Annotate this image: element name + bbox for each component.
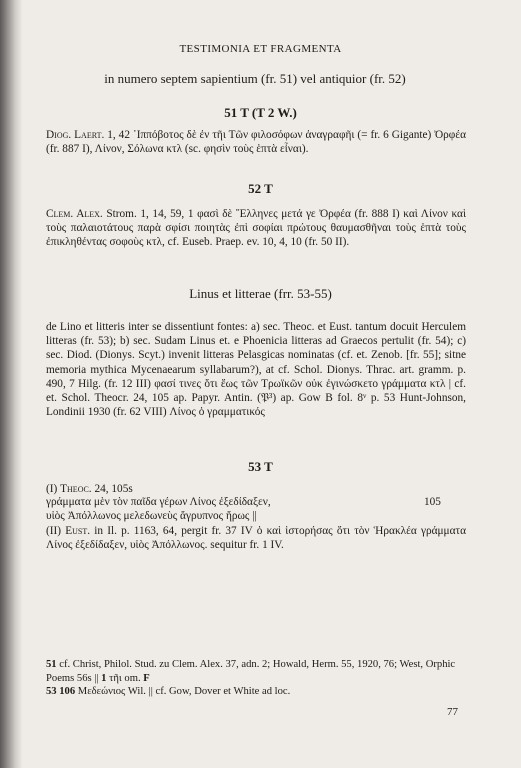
verse-number: 105 xyxy=(424,496,441,508)
source-1-ref: 24, 105s xyxy=(91,483,133,495)
author-eust: Eust. xyxy=(65,525,91,537)
source-1-prefix: (I) xyxy=(46,483,61,495)
fragment-53-source-1 xyxy=(46,482,466,496)
section-heading-53: 53 T xyxy=(248,459,273,474)
fragment-51-text xyxy=(46,128,466,156)
running-header: TESTIMONIA ET FRAGMENTA xyxy=(179,43,342,55)
apparatus-note-53 xyxy=(46,685,466,699)
section-heading-52: 52 T xyxy=(248,181,273,196)
source-2-body: in Il. p. 1163, 64, pergit fr. 37 IV ὁ καὶ ἱστορήσας ὅτι τὸν Ἡρακλέα γράμματα Λίνος ἐξεδίδαξεν, υἱὸς Ἀπόλλωνος. sequitur fr. 1 IV. xyxy=(46,525,466,552)
intro-line: in numero septem sapientium (fr. 51) vel antiquior (fr. 52) xyxy=(104,71,406,86)
note-51-tail: τῆι om. xyxy=(106,672,144,684)
linus-commentary: de Lino et litteris inter se dissentiunt fontes: a) sec. Theoc. et Eust. tantum docuit Herculem litteras (fr. 53); b) sec. Sudam Linus et. e Phoenicia litteras ad Graecos pertulit (fr. 54); c) sec. Diod. (Dionys. Scyt.) invenit litteras Pelasgicas nominatas (cf. et. Zenob. [fr. 55]; sitne memoria mythica Mycenaearum syllabarum?), at cf. Schol. Dionys. Thrac. art. gramm. p. 490, 7 Hilg. (fr. 12 III) φασί τινες ὅτι ἕως τῶν Τρωϊκῶν οὐκ ἐγινώσκετο γράμματα κτλ | cf. et. Schol. Theocr. 24, 105 ap. Papyr. Antin. (𝔓³) ap. Gow B fol. 8ᵛ p. 53 Hunt-Johnson, Londinii 1930 (fr. 62 VIII) Λίνος ὁ γραμματικός xyxy=(46,321,466,419)
note-53-number: 53 106 xyxy=(46,686,76,697)
author-diog-laert: Diog. Laert. xyxy=(46,129,105,141)
source-2-prefix: (II) xyxy=(46,525,66,537)
author-theoc: Theoc. xyxy=(60,483,92,495)
page-number: 77 xyxy=(447,706,458,718)
fragment-51-body: 1, 42 ῾Ιππόβοτος δὲ ἐν τῆι Τῶν φιλοσόφων ἀναγραφῆι (= fr. 6 Gigante) Ὀρφέα (fr. 887 I), Λίνον, Σόλωνα κτλ (sc. φησὶν τοὺς ἑπτὰ εἶναι). xyxy=(46,129,466,156)
apparatus-notes xyxy=(46,658,466,699)
note-53-text: Μεδεώνιος Wil. || cf. Gow, Dover et White ad loc. xyxy=(75,686,291,697)
verse-line-105: γράμματα μὲν τὸν παῖδα γέρων Λίνος ἐξεδίδαξεν, xyxy=(46,496,271,508)
note-51-siglum: F xyxy=(143,672,150,684)
fragment-53-source-2 xyxy=(46,524,466,552)
note-51-line-ref: 1 xyxy=(101,672,107,684)
fragment-52-text xyxy=(46,207,466,250)
author-clem-alex: Clem. Alex. xyxy=(46,208,103,220)
fragment-52-body: Strom. 1, 14, 59, 1 φασὶ δὲ ῞Ελληνες μετά γε Ὀρφέα (fr. 888 I) καὶ Λίνον καὶ τοὺς παλαιοτάτους παρὰ σφίσι ποιητὰς ἐπὶ σοφίαι πρώτους θαυμασθῆναι τοὺς ἑπτὰ τοὺς ἐπικληθέντας σοφοὺς κτλ, cf. Euseb. Praep. ev. 10, 4, 10 (fr. 50 II). xyxy=(46,208,466,249)
note-51-number: 51 xyxy=(46,659,57,670)
verse-line-106: υἱὸς Ἀπόλλωνος μελεδωνεὺς ἄγρυπνος ἥρως || xyxy=(46,510,257,522)
section-heading-51: 51 T (T 2 W.) xyxy=(224,105,297,120)
apparatus-note-51 xyxy=(46,658,466,685)
note-51-text: cf. Christ, Philol. Stud. zu Clem. Alex. 37, adn. 2; Howald, Herm. 55, 1920, 76; West, Orphic Poems 56s || xyxy=(46,659,456,684)
linus-heading: Linus et litterae (frr. 53-55) xyxy=(189,286,332,301)
